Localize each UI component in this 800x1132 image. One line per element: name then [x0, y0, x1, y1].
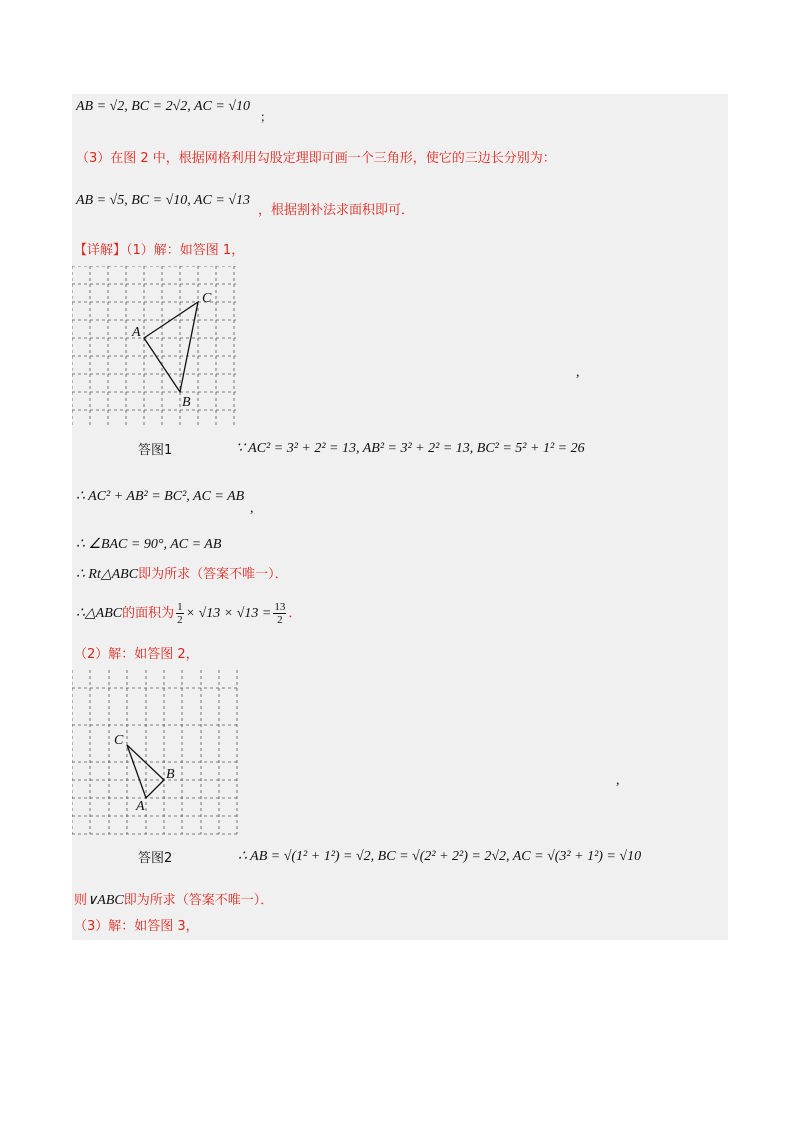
fig2-math: ∴ AB = √(1² + 1²) = √2, BC = √(2² + 2²) = 2√2, AC = √(3² + 1²) = √10 — [238, 849, 642, 864]
line8-text: 的面积为 — [122, 606, 175, 621]
fraction-half: $\frac{1}{2}$ — [177, 601, 183, 627]
detail-text: （1）解：如答图 1， — [126, 243, 245, 258]
line1-math: AB = √2, BC = 2√2, AC = √10 — [76, 99, 251, 114]
comma-2: , — [616, 773, 620, 788]
fig2-caption: 答图2 — [138, 851, 173, 866]
figure-1 — [72, 266, 242, 430]
line7 — [76, 566, 288, 584]
line5-tail: , — [250, 501, 254, 516]
label-b: B — [182, 395, 191, 410]
line8-math: ∴△ABC — [76, 606, 123, 621]
line6-math: ∴ ∠BAC = 90°, AC = AB — [76, 537, 222, 552]
detail-heading — [74, 242, 244, 260]
line11-text: （3）解：如答图 3， — [74, 919, 199, 934]
line3-math: AB = √5, BC = √10, AC = √13 — [76, 193, 251, 208]
label-a: A — [132, 325, 141, 340]
fraction-13-2: $\frac{13}{2}$ — [274, 601, 286, 627]
line7-tail: 即为所求（答案不唯一）． — [138, 567, 288, 582]
fig1-caption: 答图1 — [138, 443, 173, 458]
line8-mid: × √13 × √13 = — [185, 606, 272, 621]
line10-b: 即为所求（答案不唯一）． — [123, 893, 274, 908]
line8 — [76, 600, 301, 628]
line10-math: ∨ABC — [87, 893, 124, 908]
line5-math: ∴ AC² + AB² = BC², AC = AB — [76, 489, 245, 504]
comma-1: , — [576, 365, 580, 380]
line10 — [74, 892, 273, 910]
detail-label: 【详解】 — [74, 243, 127, 258]
line10-a: 则 — [74, 893, 88, 908]
line9-text: （2）解：如答图 2， — [74, 647, 199, 662]
line2-text: （3）在图 2 中，根据网格利用勾股定理即可画一个三角形，使它的三边长分别为： — [76, 151, 556, 166]
label-c: C — [114, 733, 124, 748]
triangle-abc — [127, 745, 164, 798]
line8-tail: ． — [288, 606, 302, 621]
line3-tail: ，根据割补法求面积即可． — [258, 203, 415, 218]
label-a: A — [136, 799, 145, 814]
label-c: C — [202, 291, 212, 306]
label-b: B — [166, 767, 175, 782]
line7-math: ∴ Rt△ABC — [76, 567, 139, 582]
fig1-math: ∵ AC² = 3² + 2² = 13, AB² = 3² + 2² = 13, BC² = 5² + 1² = 26 — [236, 441, 585, 456]
triangle-abc — [144, 302, 198, 392]
figure-2 — [72, 670, 242, 836]
line1-tail: ； — [260, 110, 273, 124]
